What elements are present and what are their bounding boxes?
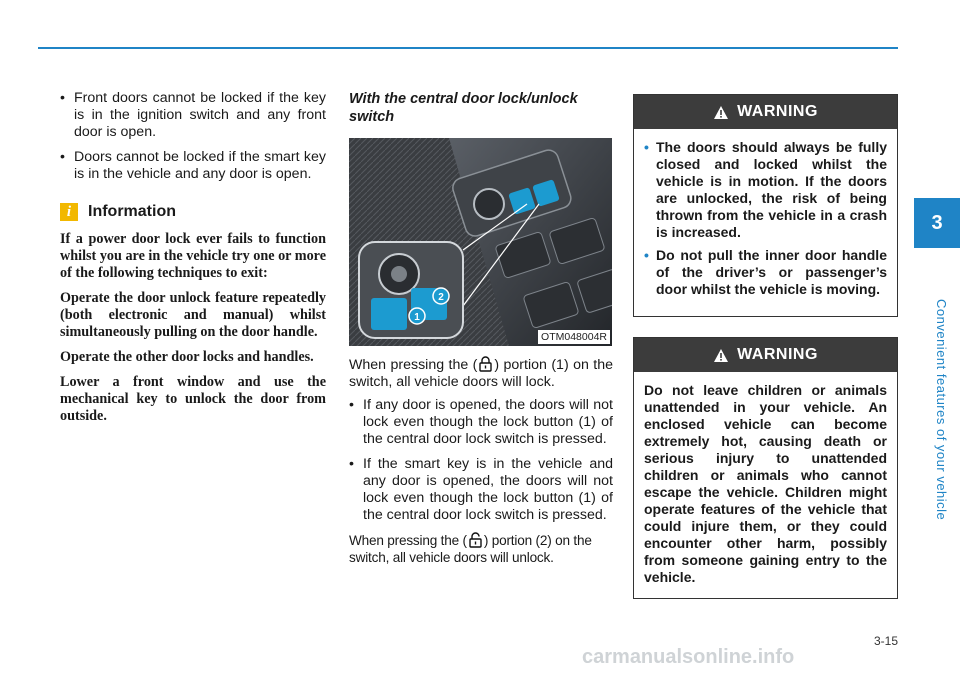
info-paragraph: Lower a front window and use the mechanical key to unlock the door from outside. bbox=[60, 374, 326, 424]
unlock-paragraph bbox=[349, 532, 613, 566]
door-switch-illustration bbox=[349, 138, 612, 346]
info-icon: i bbox=[60, 203, 78, 221]
bullet-list bbox=[349, 397, 613, 524]
warning-triangle-icon bbox=[713, 348, 729, 363]
image-caption: OTM048004R bbox=[538, 330, 610, 344]
info-paragraph: Operate the other door locks and handles. bbox=[60, 349, 314, 365]
unlock-text-start: When pressing the ( bbox=[349, 533, 467, 548]
warning-box bbox=[633, 337, 898, 599]
list-item: • If the smart key is in the vehicle and any door is opened, the doors will not lock even though the lock button (1) of the central door lock switch is pressed. bbox=[349, 456, 613, 524]
warning-body bbox=[634, 129, 897, 316]
warning-box bbox=[633, 94, 898, 317]
door-switch-photo bbox=[349, 138, 612, 346]
right-column bbox=[633, 94, 898, 613]
info-paragraph: Operate the door unlock feature repeatedly (both electronic and manual) whilst simultaneously pulling on the door handle. bbox=[60, 290, 326, 340]
chapter-tab bbox=[914, 198, 960, 248]
left-column bbox=[60, 90, 326, 433]
section-heading: With the central door lock/unlock switch bbox=[349, 91, 578, 125]
warning-header bbox=[634, 338, 897, 372]
information-heading bbox=[60, 203, 326, 221]
warning-label: WARNING bbox=[737, 103, 818, 120]
lock-text-start: When pressing the ( bbox=[349, 357, 478, 373]
lock-text-end: ) portion (1) on the switch, all vehicle doors will lock. bbox=[349, 357, 613, 390]
callout-2: 2 bbox=[438, 292, 444, 303]
page-number: 3-15 bbox=[873, 634, 898, 648]
warning-body bbox=[634, 372, 897, 598]
watermark: carmanualsonline.info bbox=[582, 646, 795, 668]
chapter-number: 3 bbox=[931, 211, 943, 234]
info-paragraph: If a power door lock ever fails to function whilst you are in the vehicle try one or more of the following techniques to exit: bbox=[60, 231, 326, 281]
unlock-icon bbox=[469, 532, 482, 548]
middle-column bbox=[349, 90, 613, 566]
lock-paragraph bbox=[349, 356, 613, 391]
warning-triangle-icon bbox=[713, 105, 729, 120]
unlock-text-end: ) portion (2) on the switch, all vehicle doors will unlock. bbox=[349, 533, 592, 565]
list-item: • The doors should always be fully closed and locked whilst the vehicle is in motion. If the doors are unlocked, the risk of being thrown from the vehicle in a crash is increased. bbox=[644, 139, 887, 241]
list-item: • Doors cannot be locked if the smart key is in the vehicle and any door is open. bbox=[60, 149, 326, 183]
warning-header bbox=[634, 95, 897, 129]
chapter-title: Convenient features of your vehicle bbox=[934, 299, 949, 521]
callout-1: 1 bbox=[414, 312, 420, 323]
list-item: • If any door is opened, the doors will not lock even though the lock button (1) of the central door lock switch is pressed. bbox=[349, 397, 613, 448]
warning-label: WARNING bbox=[737, 346, 818, 363]
information-title: Information bbox=[88, 203, 176, 220]
top-rule bbox=[38, 47, 898, 49]
warning-text: Do not leave children or animals unattended in your vehicle. An enclosed vehicle can become extremely hot, causing death or serious injury to unattended children or animals who cannot escape the vehicle. Children might operate features of the vehicle that could injure them, or they could encounter other harm, possibly from someone gaining entry to the vehicle. bbox=[644, 382, 887, 585]
list-item: • Front doors cannot be locked if the key is in the ignition switch and any front door is open. bbox=[60, 90, 326, 141]
list-item: • Do not pull the inner door handle of the driver’s or passenger’s door whilst the vehicle is moving. bbox=[644, 247, 887, 298]
lock-icon bbox=[479, 356, 492, 372]
bullet-list bbox=[60, 90, 326, 183]
